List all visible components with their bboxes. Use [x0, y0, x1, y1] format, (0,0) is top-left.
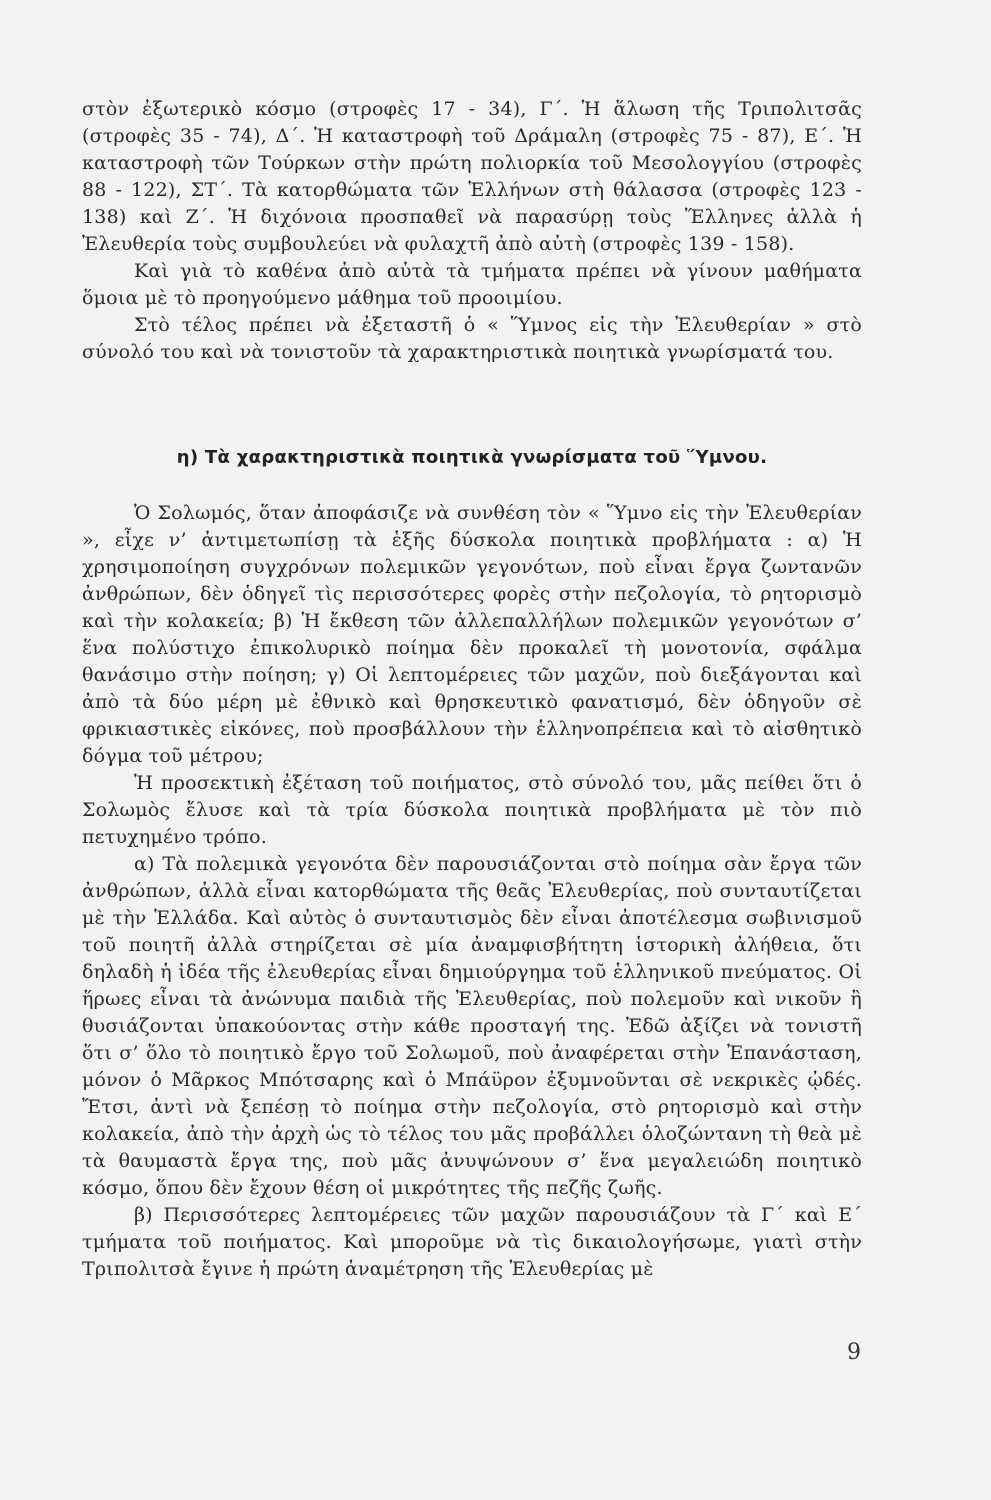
section-heading: η) Τὰ χαρακτηριστικὰ ποιητικὰ γνωρίσματα τοῦ Ὕμνου. — [176, 447, 768, 468]
paragraph: Καὶ γιὰ τὸ καθένα ἀπὸ αὐτὰ τὰ τμήματα πρέπει νὰ γίνουν μαθήματα ὅμοια μὲ τὸ προηγούμενο μάθημα τοῦ προοιμίου. — [82, 260, 862, 309]
intro-text — [82, 96, 862, 366]
main-text — [82, 500, 862, 1283]
paragraph: Ἡ προσεκτικὴ ἐξέταση τοῦ ποιήματος, στὸ σύνολό του, μᾶς πείθει ὅτι ὁ Σολωμὸς ἔλυσε καὶ τὰ τρία δύσκολα ποιητικὰ προβλήματα μὲ τὸν πιὸ πετυχημένο τρόπο. — [82, 772, 862, 848]
page-number: 9 — [847, 1340, 861, 1365]
paragraph: στὸν ἐξωτερικὸ κόσμο (στροφὲς 17 - 34), Γ΄. Ἡ ἅλωση τῆς Τριπολιτσᾶς (στροφὲς 35 - 74), Δ΄. Ἡ καταστροφὴ τοῦ Δράμαλη (στροφὲς 75 - 87), Ε΄. Ἡ καταστροφὴ τῶν Τούρκων στὴν πρώτη πολιορκία τοῦ Μεσολογγίου (στροφὲς 88 - 122), ΣΤ΄. Τὰ κατορθώματα τῶν Ἑλλήνων στὴ θάλασσα (στροφὲς 123 - 138) καὶ Ζ΄. Ἡ διχόνοια προσπαθεῖ νὰ παρασύρῃ τοὺς Ἕλληνες ἀλλὰ ἡ Ἐλευθερία τοὺς συμβουλεύει νὰ φυλαχτῆ ἀπὸ αὐτὴ (στροφὲς 139 - 158). — [82, 98, 862, 255]
paragraph: Στὸ τέλος πρέπει νὰ ἐξεταστῆ ὁ « Ὕμνος εἰς τὴν Ἐλευθερίαν » στὸ σύνολό του καὶ νὰ τονιστοῦν τὰ χαρακτηριστικὰ ποιητικὰ γνωρίσματά του. — [82, 314, 862, 363]
paragraph: α) Τὰ πολεμικὰ γεγονότα δὲν παρουσιάζονται στὸ ποίημα σὰν ἔργα τῶν ἀνθρώπων, ἀλλὰ εἶναι κατορθώματα τῆς θεᾶς Ἐλευθερίας, ποὺ συνταυτίζεται μὲ τὴν Ἑλλάδα. Καὶ αὐτὸς ὁ συνταυτισμὸς δὲν εἶναι ἀποτέλεσμα σωβινισμοῦ τοῦ ποιητῆ ἀλλὰ στηρίζεται σὲ μία ἀναμφισβήτητη ἱστορικὴ ἀλήθεια, ὅτι δηλαδὴ ἡ ἰδέα τῆς ἐλευθερίας εἶναι δημιούργημα τοῦ ἑλληνικοῦ πνεύματος. Οἱ ἥρωες εἶναι τὰ ἀνώνυμα παιδιὰ τῆς Ἐλευθερίας, ποὺ πολεμοῦν καὶ νικοῦν ἢ θυσιάζονται ὑπακούοντας στὴν κάθε προσταγή της. Ἐδῶ ἀξίζει νὰ τονιστῆ ὅτι σ’ ὅλο τὸ ποιητικὸ ἔργο τοῦ Σολωμοῦ, ποὺ ἀναφέρεται στὴν Ἐπανάσταση, μόνον ὁ Μᾶρκος Μπότσαρης καὶ ὁ Μπάϋρον ἐξυμνοῦνται σὲ νεκρικὲς ᾠδές. Ἔτσι, ἀντὶ νὰ ξεπέσῃ τὸ ποίημα στὴν πεζολογία, στὸ ρητορισμὸ καὶ στὴν κολακεία, ἀπὸ τὴν ἀρχὴ ὡς τὸ τέλος του μᾶς προβάλλει ὁλοζώντανη τὴ θεὰ μὲ τὰ θαυμαστὰ ἔργα της, ποὺ μᾶς ἀνυψώνουν σ’ ἕνα μεγαλειώδη ποιητικὸ κόσμο, ὅπου δὲν ἔχουν θέση οἱ μικρότητες τῆς πεζῆς ζωῆς. — [82, 853, 862, 1199]
paragraph: β) Περισσότερες λεπτομέρειες τῶν μαχῶν παρουσιάζουν τὰ Γ΄ καὶ Ε΄ τμήματα τοῦ ποιήματος. Καὶ μποροῦμε νὰ τὶς δικαιολογήσωμε, γιατὶ στὴν Τριπολιτσὰ ἔγινε ἡ πρώτη ἀναμέτρηση τῆς Ἐλευθερίας μὲ — [82, 1204, 862, 1280]
paragraph: Ὁ Σολωμός, ὅταν ἀποφάσιζε νὰ συνθέση τὸν « Ὕμνο εἰς τὴν Ἐλευθερίαν », εἶχε ν’ ἀντιμετωπίσῃ τὰ ἑξῆς δύσκολα ποιητικὰ προβλήματα : α) Ἡ χρησιμοποίηση συγχρόνων πολεμικῶν γεγονότων, ποὺ εἶναι ἔργα ζωντανῶν ἀνθρώπων, δὲν ὁδηγεῖ τὶς περισσότερες φορὲς στὴν πεζολογία, τὸ ρητορισμὸ καὶ τὴν κολακεία; β) Ἡ ἔκθεση τῶν ἀλλεπαλλήλων πολεμικῶν γεγονότων σ’ ἕνα πολύστιχο ἐπικολυρικὸ ποίημα δὲν προκαλεῖ τὴ μονοτονία, σφάλμα θανάσιμο στὴν ποίηση; γ) Οἱ λεπτομέρειες τῶν μαχῶν, ποὺ διεξάγονται καὶ ἀπὸ τὰ δύο μέρη μὲ ἐθνικὸ καὶ θρησκευτικὸ φανατισμό, δὲν ὁδηγοῦν σὲ φρικιαστικὲς εἰκόνες, ποὺ προσβάλλουν τὴν ἑλληνοπρέπεια καὶ τὸ αἰσθητικὸ δόγμα τοῦ μέτρου; — [82, 502, 862, 767]
